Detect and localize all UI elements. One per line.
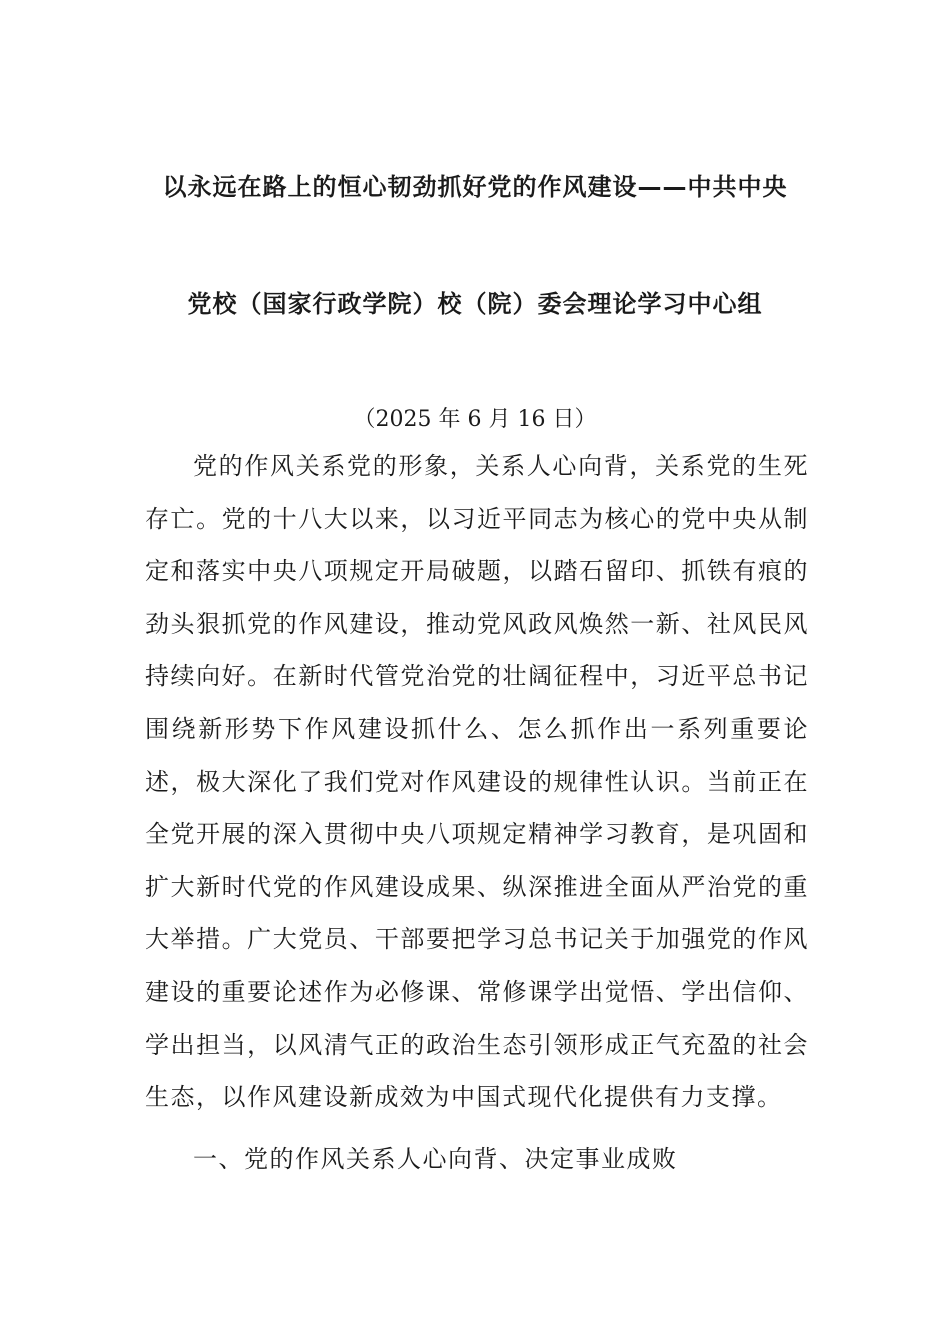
document-title-line-1: 以永远在路上的恒心韧劲抓好党的作风建设——中共中央	[162, 173, 788, 201]
document-date: （2025 年 6 月 16 日）	[353, 407, 597, 432]
intro-paragraph: 党的作风关系党的形象，关系人心向背，关系党的生死存亡。党的十八大以来，以习近平同志为核心的党中央从制定和落实中央八项规定开局破题，以踏石留印、抓铁有痕的劲头狠抓党的作风建设，推动党风政风焕然一新、社风民风持续向好。在新时代管党治党的壮阔征程中，习近平总书记围绕新形势下作风建设抓什么、怎么抓作出一系列重要论述，极大深化了我们党对作风建设的规律性认识。当前正在全党开展的深入贯彻中央八项规定精神学习教育，是巩固和扩大新时代党的作风建设成果、纵深推进全面从严治党的重大举措。广大党员、干部要把学习总书记关于加强党的作风建设的重要论述作为必修课、常修课学出觉悟、学出信仰、学出担当，以风清气正的政治生态引领形成正气充盈的社会生态，以作风建设新成效为中国式现代化提供有力支撑。	[145, 452, 809, 1112]
section-heading-1: 一、党的作风关系人心向背、决定事业成败	[193, 1145, 678, 1173]
document-title-line-2: 党校（国家行政学院）校（院）委会理论学习中心组	[187, 290, 763, 318]
